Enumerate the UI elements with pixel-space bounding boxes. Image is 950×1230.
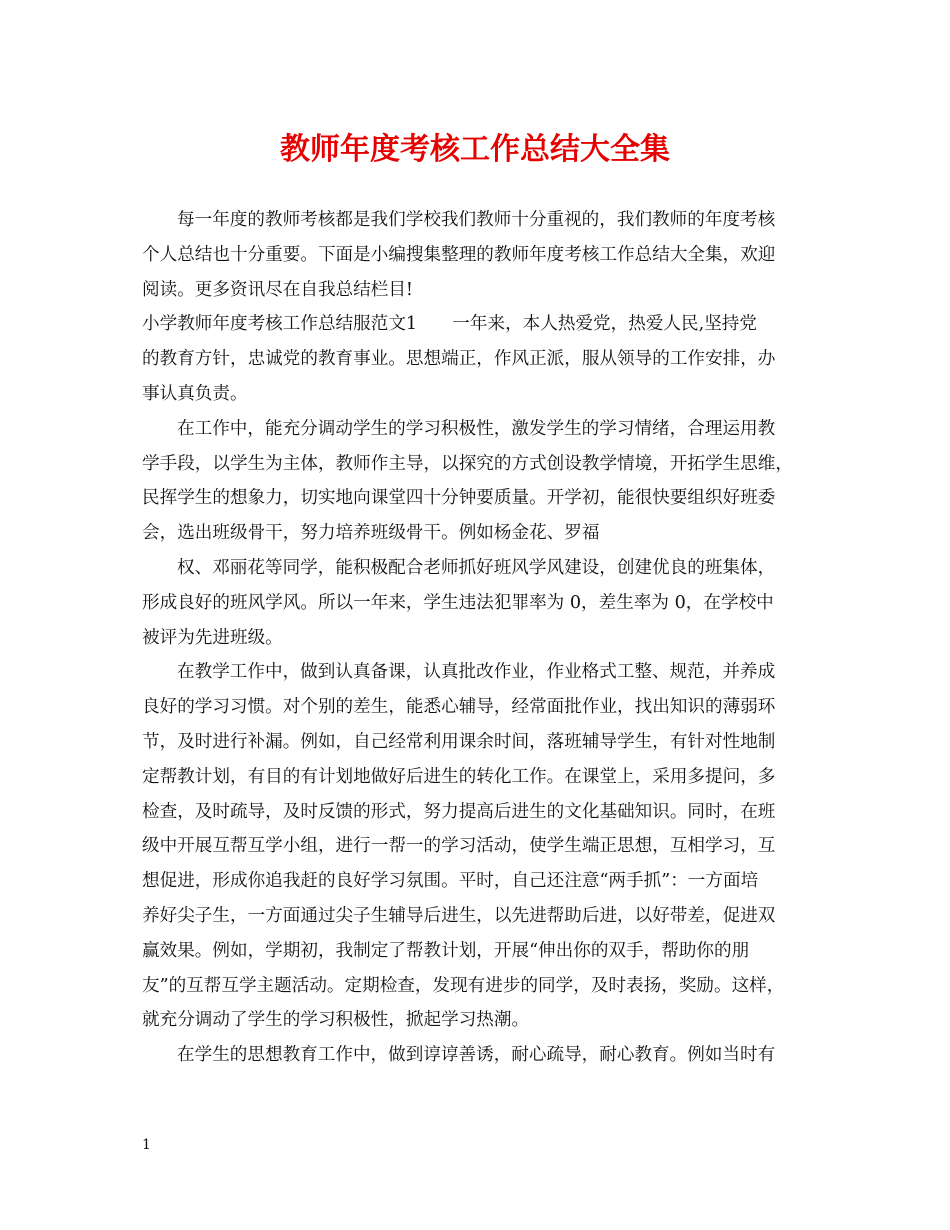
text-line: 事认真负责。 [142, 383, 248, 404]
text-line: 形成良好的班风学风。所以一年来，学生违法犯罪率为 0，差生率为 0，在学校中 [142, 592, 774, 613]
page-number: 1 [142, 1137, 151, 1153]
text-line: 在工作中，能充分调动学生的学习积极性，激发学生的学习情绪，合理运用教 [177, 418, 776, 439]
text-line: 赢效果。例如，学期初，我制定了帮教计划，开展“伸出你的双手，帮助你的朋 [142, 940, 750, 961]
text-line: 会，选出班级骨干，努力培养班级骨干。例如杨金花、罗福 [142, 523, 600, 544]
text-line: 友”的互帮互学主题活动。定期检查，发现有进步的同学，及时表扬，奖励。这样， [142, 975, 785, 996]
text-line: 定帮教计划，有目的有计划地做好后进生的转化工作。在课堂上，采用多提问，多 [142, 766, 776, 787]
text-line: 学手段，以学生为主体，教师作主导，以探究的方式创设教学情境，开拓学生思维， [142, 453, 793, 474]
text-line: 节，及时进行补漏。例如，自己经常利用课余时间，落班辅导学生，有针对性地制 [142, 731, 776, 752]
text-line: 小学教师年度考核工作总结服范文1 一年来，本人热爱党，热爱人民,坚持党 [142, 314, 757, 335]
text-line: 在学生的思想教育工作中，做到谆谆善诱，耐心疏导，耐心教育。例如当时有 [177, 1045, 776, 1066]
text-line: 在教学工作中，做到认真备课，认真批改作业，作业格式工整、规范，并养成 [177, 662, 776, 683]
text-line: 想促进，形成你追我赶的良好学习氛围。平时，自己还注意“两手抓”：一方面培 [142, 871, 759, 892]
text-line: 级中开展互帮互学小组，进行一帮一的学习活动，使学生端正思想，互相学习，互 [142, 836, 776, 857]
text-line: 养好尖子生，一方面通过尖子生辅导后进生，以先进帮助后进，以好带差，促进双 [142, 905, 776, 926]
text-line: 权、邓丽花等同学，能积极配合老师抓好班风学风建设，创建优良的班集体， [177, 557, 776, 578]
text-line: 被评为先进班级。 [142, 627, 283, 648]
document-body [142, 203, 810, 1073]
text-line: 检查，及时疏导，及时反馈的形式，努力提高后进生的文化基础知识。同时，在班 [142, 801, 776, 822]
text-line: 的教育方针，忠诚党的教育事业。思想端正，作风正派，服从领导的工作安排，办 [142, 349, 776, 370]
text-line: 阅读。更多资讯尽在自我总结栏目! [142, 279, 413, 300]
text-line: 就充分调动了学生的学习积极性，掀起学习热潮。 [142, 1010, 530, 1031]
text-line: 每一年度的教师考核都是我们学校我们教师十分重视的，我们教师的年度考核 [177, 210, 776, 230]
text-line: 民挥学生的想象力，切实地向课堂四十分钟要质量。开学初，能很快要组织好班委 [142, 488, 776, 509]
text-line: 良好的学习习惯。对个别的差生，能悉心辅导，经常面批作业，找出知识的薄弱环 [142, 697, 776, 718]
text-line: 个人总结也十分重要。下面是小编搜集整理的教师年度考核工作总结大全集，欢迎 [142, 244, 776, 265]
document-title: 教师年度考核工作总结大全集 [280, 132, 670, 167]
